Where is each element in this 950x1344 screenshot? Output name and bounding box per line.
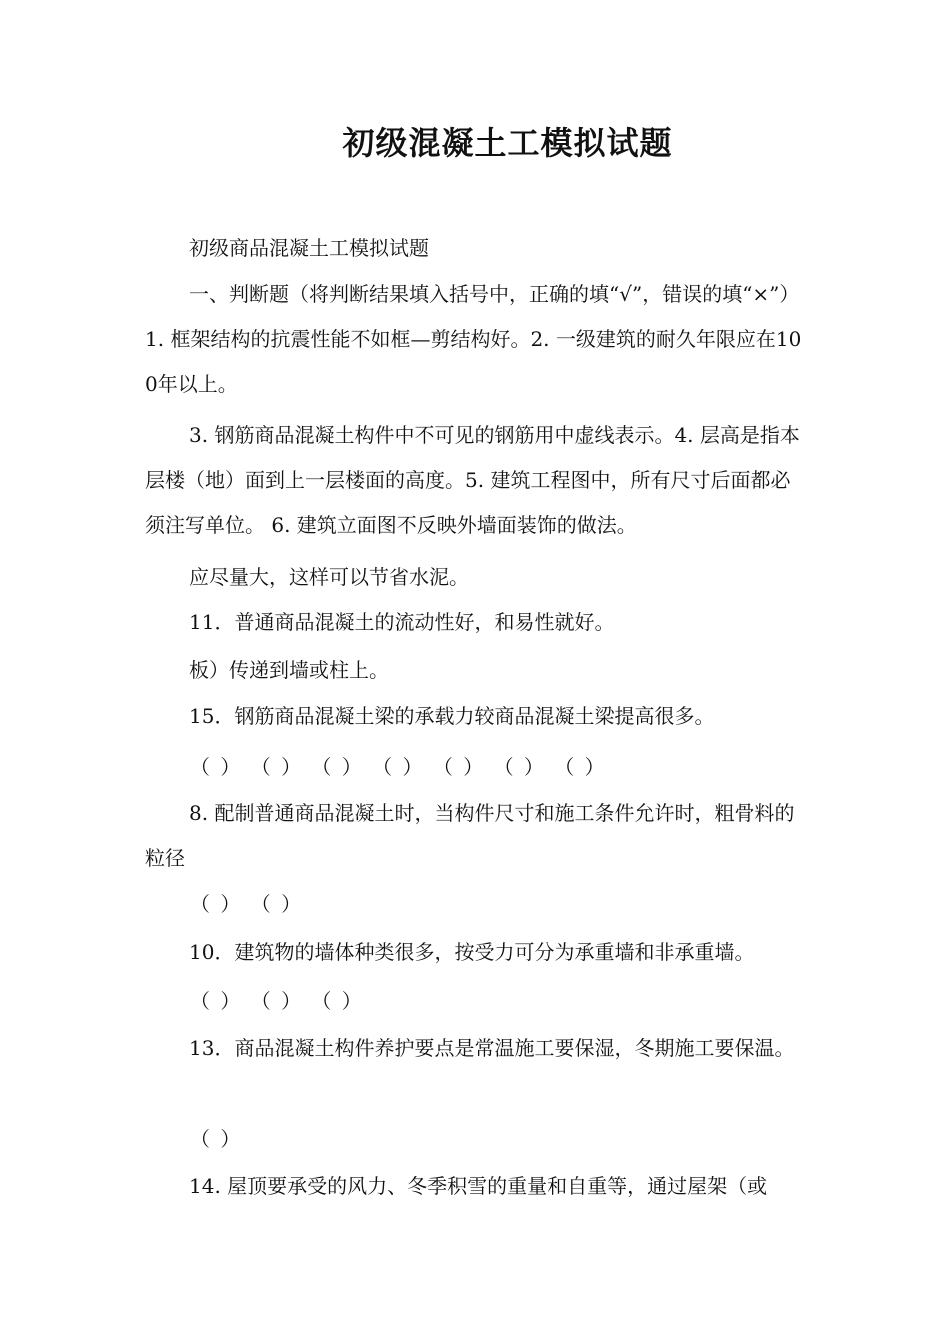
paragraph-item-15: 15．钢筋商品混凝土梁的承载力较商品混凝土梁提高很多。 bbox=[189, 704, 715, 728]
paragraph-item-13: 13．商品混凝土构件养护要点是常温施工要保湿，冬期施工要保温。 bbox=[189, 1036, 795, 1060]
paragraph-item-10: 10．建筑物的墙体种类很多，按受力可分为承重墙和非承重墙。 bbox=[189, 940, 755, 964]
paragraph-item-8: 8. 配制普通商品混凝土时，当构件尺寸和施工条件允许时，粗骨料的粒径 bbox=[145, 801, 795, 870]
paragraph-item-14: 14. 屋顶要承受的风力、冬季积雪的重量和自重等，通过屋架（或 bbox=[189, 1174, 768, 1198]
paragraph-fragment-slab: 板）传递到墙或柱上。 bbox=[189, 658, 389, 682]
paragraph-item-11: 11．普通商品混凝土的流动性好，和易性就好。 bbox=[189, 610, 615, 634]
answer-brackets-row-3: （ ） （ ） （ ） bbox=[190, 989, 364, 1013]
document-title: 初级混凝土工模拟试题 bbox=[342, 124, 673, 162]
answer-brackets-row-4: （ ） bbox=[190, 1127, 243, 1151]
paragraph-subtitle: 初级商品混凝土工模拟试题 bbox=[189, 236, 429, 260]
answer-brackets-row-2: （ ） （ ） bbox=[190, 892, 304, 916]
paragraph-items-3-6: 3. 钢筋商品混凝土构件中不可见的钢筋用中虚线表示。4. 层高是指本层楼（地）面到上一层楼面的高度。5. 建筑工程图中，所有尺寸后面都必须注写单位。 6. 建筑立面图不反映外墙面装饰的做法。 bbox=[145, 423, 800, 537]
answer-brackets-row-1: （ ） （ ） （ ） （ ） （ ） （ ） （ ） bbox=[190, 755, 607, 779]
paragraph-fragment-cement: 应尽量大，这样可以节省水泥。 bbox=[189, 565, 469, 589]
paragraph-section-1: 一、判断题（将判断结果填入括号中，正确的填“√”，错误的填“×”）1. 框架结构的抗震性能不如框—剪结构好。2. 一级建筑的耐久年限应在100年以上。 bbox=[145, 282, 802, 396]
